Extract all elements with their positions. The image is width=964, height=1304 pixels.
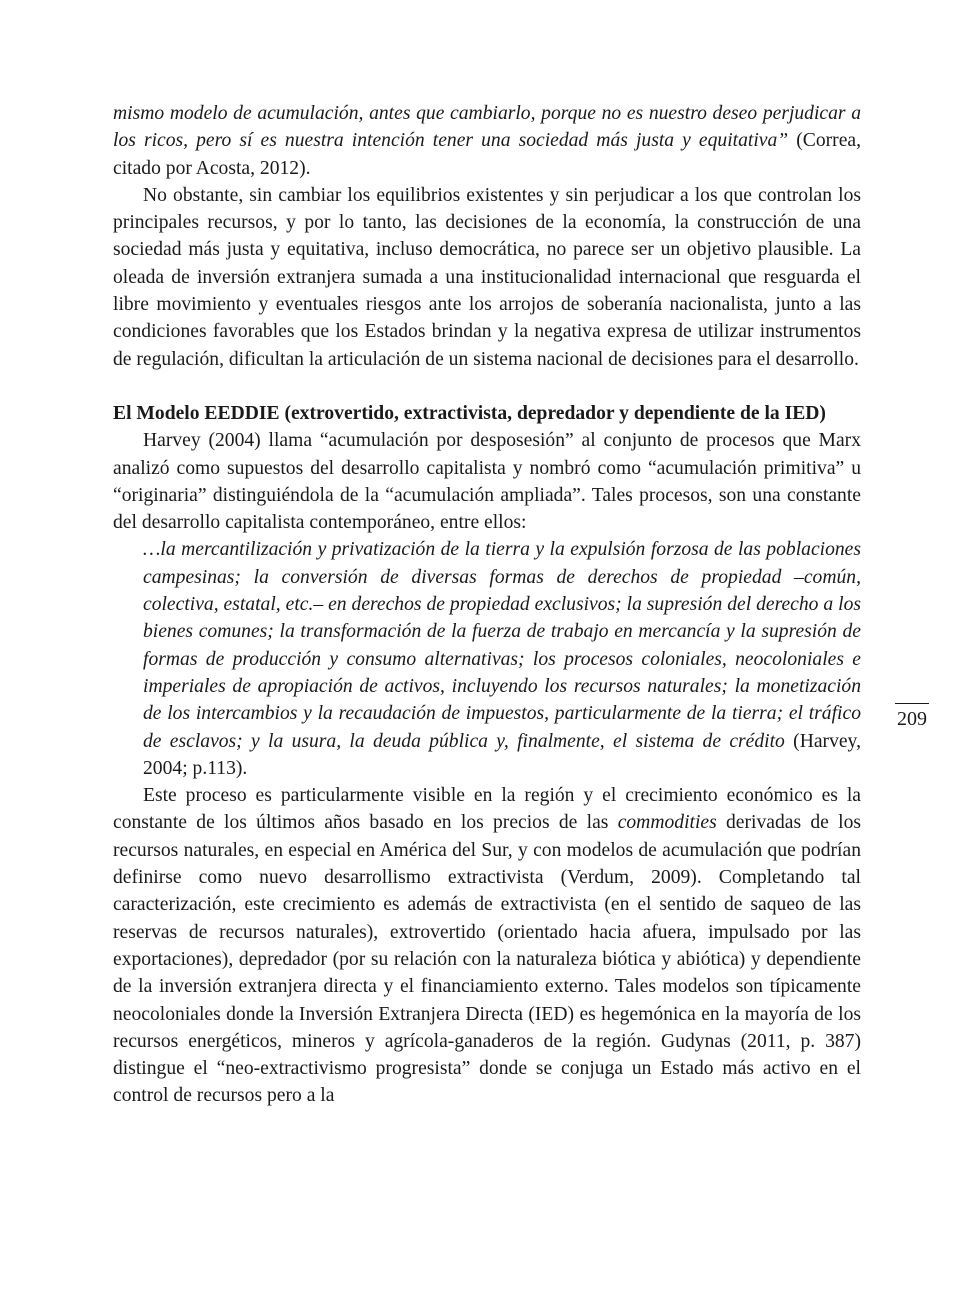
quote-citation: (Correa, citado por Acosta, 2012).: [113, 130, 861, 179]
paragraph-text-after: derivadas de los recursos naturales, en especial en América del Sur, y con modelos de acumulación que podrían definirse como nuevo desarrollismo extractivista (Verdum, 2009). Completando tal caracterización, este crecimiento es además de extractivista (en el sentido de saqueo de las reservas de recursos naturales), extrovertido (orientado hacia afuera, impulsado por las exportaciones), depredador (por su relación con la naturaleza biótica y abiótica) y dependiente de la inversión extranjera directa y el financiamiento externo. Tales modelos son típicamente neocoloniales donde la Inversión Extranjera Directa (IED) es hegemónica en la mayoría de los recursos energéticos, mineros y agrícola-ganaderos de la región. Gudynas (2011, p. 387) distingue el “neo-extractivismo progresista” donde se conjuga un Estado más activo en el control de recursos pero a la: [113, 812, 861, 1107]
block-quote-citation: (Harvey, 2004; p.113).: [143, 730, 861, 779]
block-quote: [143, 536, 861, 782]
page-body: [113, 100, 861, 1110]
quote-italic-text: mismo modelo de acumulación, antes que cambiarlo, porque no es nuestro deseo perjudicar a los ricos, pero sí es nuestra intención tener una sociedad más justa y equitativa”: [113, 103, 861, 152]
paragraph-quote-continuation: [113, 100, 861, 182]
paragraph-text-before: Este proceso es particularmente visible en la región y el crecimiento económico es la constante de los últimos años basado en los precios de las: [113, 785, 861, 834]
paragraph-harvey: Harvey (2004) llama “acumulación por desposesión” al conjunto de procesos que Marx analizó como supuestos del desarrollo capitalista y nombró como “acumulación primitiva” u “originaria” distinguiéndola de la “acumulación ampliada”. Tales procesos, son una constante del desarrollo capitalista contemporáneo, entre ellos:: [113, 430, 861, 534]
section-heading: El Modelo EEDDIE (extrovertido, extractivista, depredador y dependiente de la IED): [113, 402, 826, 424]
section-spacer: [113, 373, 861, 400]
block-quote-italic: …la mercantilización y privatización de la tierra y la expulsión forzosa de las poblaciones campesinas; la conversión de diversas formas de derechos de propiedad –común, colectiva, estatal, etc.– en derechos de propiedad exclusivos; la supresión del derecho a los bienes comunes; la transformación de la fuerza de trabajo en mercancía y la supresión de formas de producción y consumo alternativas; los procesos coloniales, neocoloniales e imperiales de apropiación de activos, incluyendo los recursos naturales; la monetización de los intercambios y la recaudación de impuestos, particularmente de la tierra; el tráfico de esclavos; y la usura, la deuda pública y, finalmente, el sistema de crédito: [143, 539, 861, 752]
paragraph-este-proceso: [113, 782, 861, 1110]
page-number: 209: [895, 703, 929, 731]
paragraph-no-obstante: No obstante, sin cambiar los equilibrios existentes y sin perjudicar a los que controlan los principales recursos, y por lo tanto, las decisiones de la economía, la construcción de una sociedad más justa y equitativa, incluso democrática, no parece ser un objetivo plausible. La oleada de inversión extranjera sumada a una institucionalidad internacional que resguarda el libre movimiento y eventuales riesgos ante los arrojos de soberanía nacionalista, junto a las condiciones favorables que los Estados brindan y la negativa expresa de utilizar instrumentos de regulación, dificultan la articulación de un sistema nacional de decisiones para el desarrollo.: [113, 184, 861, 370]
commodities-term: commodities: [617, 812, 717, 834]
